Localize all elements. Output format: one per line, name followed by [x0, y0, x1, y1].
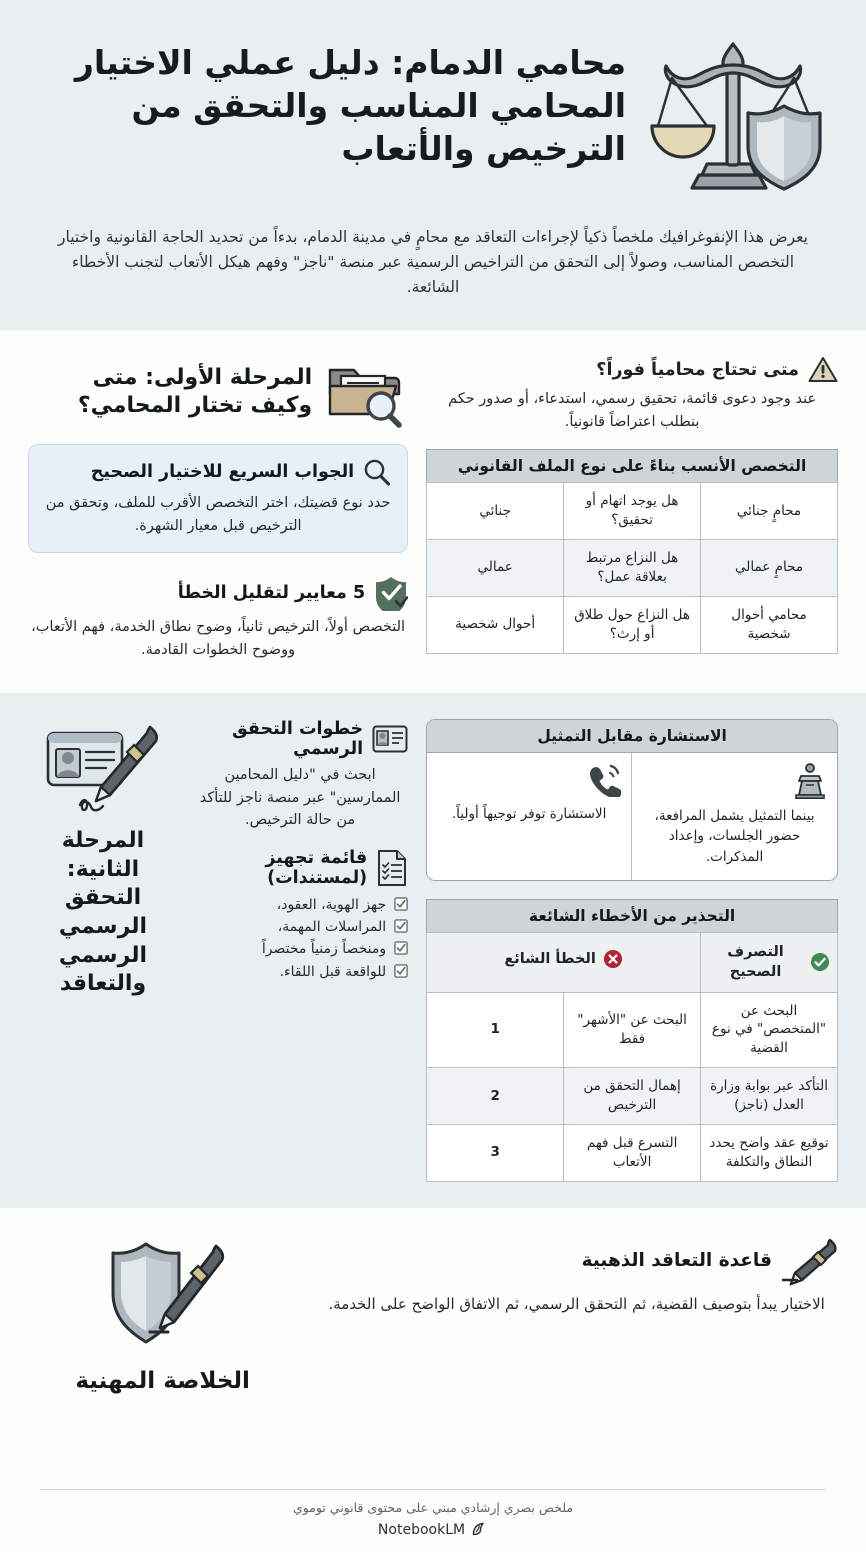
row-number: 2: [427, 1068, 564, 1125]
checkbox-checked-icon: [394, 941, 408, 955]
specialty-table: [426, 449, 838, 653]
warning-triangle-icon: [808, 356, 838, 383]
podium-icon: [642, 763, 827, 799]
urgent-body: عند وجود دعوى قائمة، تحقيق رسمي، استدعاء، أو صدور حكم بنطلب اعتراضاً قانونياً.: [448, 391, 817, 430]
quick-answer-body: حدد نوع قضيتك، اختر التخصص الأقرب للملف، وتحقق من الترخيص قبل معيار الشهرة.: [45, 495, 391, 534]
footer-brand-label: NotebookLM: [377, 1521, 466, 1538]
quick-answer-title: الجواب السريع للاختيار الصحيح: [90, 462, 355, 483]
scales-of-justice-shield-icon: [644, 28, 834, 203]
table-row: [427, 596, 838, 653]
urgent-title: متى تحتاج محامياً فوراً؟: [596, 359, 799, 380]
mistake-cell: إهمال التحقق من الترخيص: [564, 1068, 701, 1125]
stage-one-title: المرحلة الأولى: متى وكيف تختار المحامي؟: [77, 364, 313, 419]
id-card-icon: [372, 725, 408, 753]
correct-action-cell: توقيع عقد واضح يحدد النطاق والتكلفة: [701, 1125, 838, 1182]
quick-answer-heading: [45, 458, 391, 486]
stage-two-section: [0, 693, 866, 1208]
correct-action-header: [701, 932, 838, 992]
stage-one-left-column: [426, 356, 838, 653]
folder-search-icon: [324, 356, 408, 428]
stage-two-left-column: [426, 719, 838, 1182]
table-row: [427, 1068, 838, 1125]
list-item-label: المراسلات المهمة،: [277, 918, 387, 935]
representation-text: بينما التمثيل يشمل المرافعة، حضور الجلسات، وإعداد المذكرات.: [654, 808, 815, 865]
list-item-label: ومنخصاً زمنياً مختصراً: [261, 941, 387, 958]
verification-body: ابحث في "دليل المحامين الممارسين" عبر منصة ناجز للتأكد من حالة الترخيص.: [199, 767, 401, 829]
correct-action-cell: البحث عن "المتخصص" في نوع القضية: [701, 992, 838, 1068]
specialty-question: هل النزاع حول طلاق أو إرث؟: [564, 596, 701, 653]
criteria-body: التخصص أولاً، الترخيص ثانياً، وضوح نطاق الخدمة، فهم الأتعاب، ووضوح الخطوات القادمة.: [31, 619, 406, 658]
table-row: [427, 483, 838, 540]
representation-cell: [632, 753, 837, 880]
mistakes-table-caption: التحذير من الأخطاء الشائعة: [426, 899, 838, 932]
checkbox-checked-icon: [394, 897, 408, 911]
check-circle-icon: [810, 952, 830, 972]
specialty-type: أحوال شخصية: [427, 596, 564, 653]
golden-rule-block: [315, 1236, 838, 1316]
verification-heading: [192, 719, 408, 759]
page-title: محامي الدمام: دليل عملي الاختيار المحامي المناسب والتحقق من الترخيص والأتعاب: [74, 43, 626, 168]
consultation-cell: [427, 753, 632, 880]
footer-divider: [40, 1489, 826, 1490]
checkbox-checked-icon: [394, 919, 408, 933]
stage-two-title: المرحلة الثانية: التحقق الرسمي الرسمي والتعاقد: [58, 828, 148, 997]
id-card-pen-icon: [28, 719, 178, 819]
consultation-card-title: الاستشارة مقابل التمثيل: [427, 720, 837, 753]
mistakes-table-header-row: [427, 932, 838, 992]
common-mistake-header: [427, 932, 701, 992]
golden-rule-heading: [315, 1236, 838, 1286]
criteria-block: [28, 575, 408, 661]
list-item: [192, 917, 408, 937]
hero-section: [0, 0, 866, 330]
urgent-heading: [426, 356, 838, 383]
error-circle-icon: [603, 949, 623, 969]
criteria-title: 5 معايير لتقليل الخطأ: [177, 583, 366, 604]
quick-answer-callout: [28, 444, 408, 553]
consultation-vs-representation-card: [426, 719, 838, 881]
verify-and-docs: [192, 719, 408, 984]
stage-two-columns: [28, 719, 838, 1182]
documents-heading: [192, 848, 408, 888]
criteria-heading: [28, 575, 408, 611]
table-row: [427, 992, 838, 1068]
golden-rule-title: قاعدة التعاقد الذهبية: [581, 1250, 772, 1272]
shield-pen-icon: [28, 1236, 297, 1356]
list-item: [192, 939, 408, 959]
summary-heading: [28, 1236, 297, 1397]
mistake-cell: البحث عن "الأشهر" فقط: [564, 992, 701, 1068]
checkbox-checked-icon: [394, 964, 408, 978]
summary-section: [0, 1208, 866, 1423]
pen-icon: [782, 1236, 838, 1286]
stage-two-heading: [28, 719, 178, 999]
list-item: [192, 895, 408, 915]
correct-action-header-label: التصرف الصحيح: [727, 943, 784, 981]
stage-one-right-column: [28, 356, 408, 667]
hero-subtitle: يعرض هذا الإنفوغرافيك ملخصاً ذكياً لإجراءات التعاقد مع محامٍ في مدينة الدمام، بدءاً من تحديد الحاجة القانونية واختيار التخصص المناسب، وصولاً إلى التحقق من التراخيص الرسمية عبر منصة "ناجز" وفهم هيكل الأتعاب لتجنب الأخطاء الشائعة.: [58, 228, 808, 297]
common-mistakes-table: [426, 899, 838, 1182]
shield-check-icon: [374, 575, 408, 611]
consultation-card-body: [427, 753, 837, 880]
summary-title: الخلاصة المهنية: [75, 1367, 250, 1394]
specialty-type: جنائي: [427, 483, 564, 540]
footer-brand: [40, 1521, 826, 1538]
stage-one-columns: [28, 356, 838, 667]
documents-checklist: [192, 895, 408, 982]
list-item-label: جهز الهوية، العقود،: [276, 896, 387, 913]
specialty-table-caption: التخصص الأنسب بناءً على نوع الملف القانوني: [426, 449, 838, 482]
consultation-text: الاستشارة توفر توجيهاً أولياً.: [451, 806, 607, 823]
row-number: 1: [427, 992, 564, 1068]
specialty-lawyer: محامي أحوال شخصية: [701, 596, 838, 653]
page-footer: [0, 1489, 866, 1552]
specialty-question: هل النزاع مرتبط بعلاقة عمل؟: [564, 540, 701, 597]
specialty-lawyer: محامٍ عمالي: [701, 540, 838, 597]
specialty-question: هل يوجد اتهام أو تحقيق؟: [564, 483, 701, 540]
list-item-label: للواقعة قبل اللقاء.: [279, 963, 387, 980]
mistake-cell: التسرع قبل فهم الأتعاب: [564, 1125, 701, 1182]
specialty-lawyer: محامٍ جنائي: [701, 483, 838, 540]
specialty-type: عمالي: [427, 540, 564, 597]
stage-two-right-column: [28, 719, 408, 999]
common-mistake-header-label: الخطأ الشائع: [504, 951, 596, 968]
stage-one-section: [0, 330, 866, 693]
table-row: [427, 1125, 838, 1182]
stage-one-heading: [28, 356, 408, 428]
magnifier-icon: [363, 458, 391, 486]
documents-title: قائمة تجهيز (لمستندات): [265, 847, 368, 888]
summary-columns: [28, 1236, 838, 1397]
notebooklm-logo-icon: [471, 1521, 488, 1538]
table-row: [427, 540, 838, 597]
checklist-document-icon: [376, 849, 408, 887]
verification-title: خطوات التحقق الرسمي: [232, 719, 364, 760]
phone-ring-icon: [437, 763, 621, 797]
correct-action-cell: التأكد عبر بوابة وزارة العدل (ناجز): [701, 1068, 838, 1125]
stage-two-right-inner: [28, 719, 408, 999]
footer-note: ملخص بصري إرشادي مبني على محتوى قانوني توموي: [292, 1500, 574, 1515]
hero-top-row: [32, 28, 834, 203]
golden-rule-body: الاختيار يبدأ بتوصيف القضية، ثم التحقق الرسمي، ثم الاتفاق الواضح على الخدمة.: [328, 1294, 825, 1313]
row-number: 3: [427, 1125, 564, 1182]
list-item: [192, 962, 408, 982]
